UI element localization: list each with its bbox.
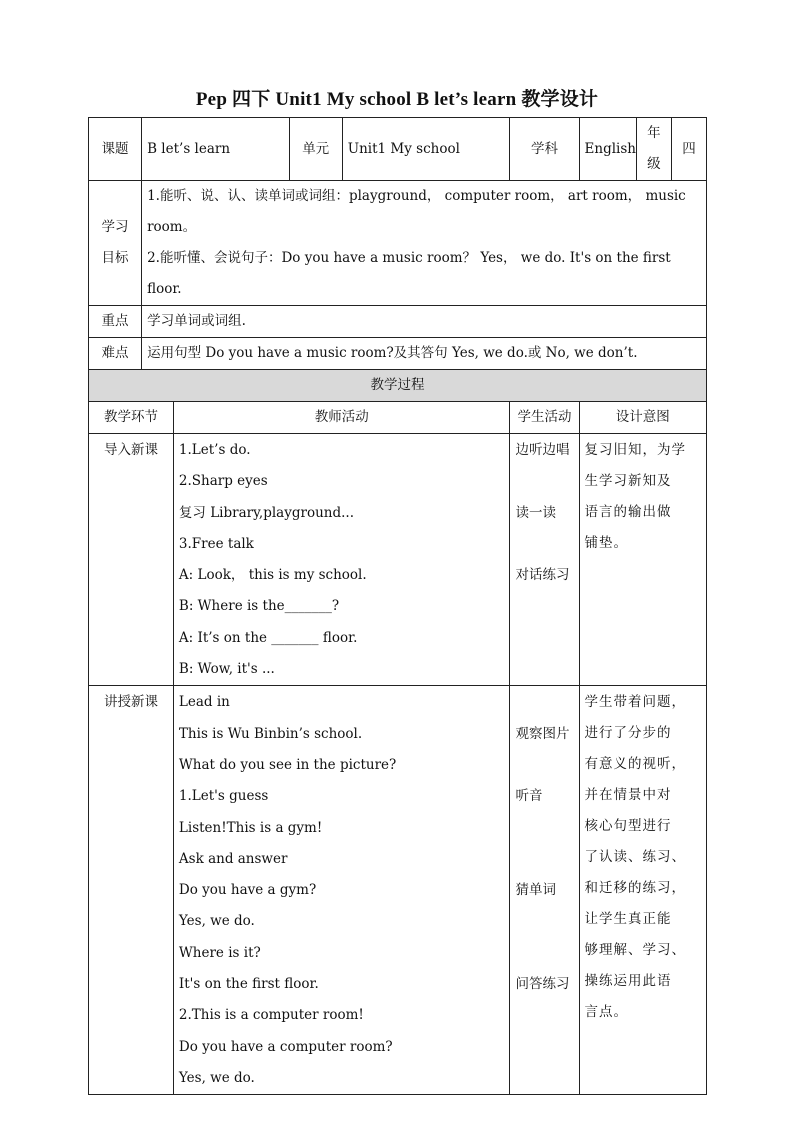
teacher-line: Yes, we do. [178,1069,255,1086]
goals-content [142,181,707,306]
teacher-line: B: Where is the_______? [178,598,340,615]
stage-cell: 讲授新课 [89,686,174,1095]
topic-value: B let’s learn [142,118,290,181]
intent-line: 和迁移的练习， [584,880,687,897]
teacher-line: Where is it? [178,944,261,961]
intent-line: 操练运用此语 [584,973,672,990]
difficulty-label: 难点 [89,338,142,370]
topic-label: 课题 [89,118,142,181]
teacher-line: Ask and answer [178,850,288,867]
teacher-line: 2.Sharp eyes [178,473,268,490]
intent-line: 学生带着问题， [584,694,687,711]
col-student-header: 学生活动 [510,402,579,434]
goals-line: 2.能听懂、会说句子：Do you have a music room？ Yes， we do. It's on the first [147,250,671,266]
goals-label-line1: 学习 [101,219,129,235]
student-line [515,529,573,560]
col-teacher-header: 教师活动 [173,402,510,434]
intent-line: 铺垫。 [584,535,629,551]
student-line [515,813,573,844]
teacher-activity-cell [173,434,510,686]
goals-label [89,181,142,306]
grade-value: 四 [671,118,706,181]
goals-label-line2: 目标 [101,250,129,266]
col-intent-header: 设计意图 [579,402,706,434]
teacher-line: Yes, we do. [178,913,255,930]
intent-line: 言点。 [584,1004,629,1021]
subject-value: English [579,118,636,181]
teacher-line: Lead in [178,694,230,711]
teacher-line: 1.Let’s do. [178,442,251,458]
unit-value: Unit1 My school [342,118,510,181]
goals-line: 1.能听、说、认、读单词或词组：playground， computer room， art room， music [147,188,686,204]
teacher-line: A: Look， this is my school. [178,567,367,584]
student-line [515,687,573,718]
intent-line: 生学习新知及 [584,473,672,489]
student-activity-cell [510,686,579,1095]
teacher-line: Listen!This is a gym! [178,819,323,836]
intent-line: 够理解、学习、 [584,942,687,959]
student-line [515,844,573,875]
lesson-plan-table [88,117,707,1095]
intent-line: 有意义的视听， [584,756,687,773]
difficulty-value: 运用句型 Do you have a music room?及其答句 Yes, we do.或 No, we don’t. [142,338,707,370]
design-intent-cell [579,434,706,686]
col-stage-header: 教学环节 [89,402,174,434]
teacher-line: 复习 Library,playground... [178,504,354,521]
design-intent-cell [579,686,706,1095]
unit-label: 单元 [289,118,342,181]
teacher-line: B: Wow, it's ... [178,661,275,678]
teacher-line: 1.Let's guess [178,788,269,805]
key-point-value: 学习单词或词组. [142,306,707,338]
stage-cell: 导入新课 [89,434,174,686]
student-line: 观察图片 [515,725,570,742]
student-line: 对话练习 [515,567,570,584]
teacher-line: Do you have a gym? [178,882,317,899]
student-activity-cell [510,434,579,686]
subject-label: 学科 [510,118,579,181]
student-line [515,466,573,497]
intent-line: 并在情景中对 [584,787,672,804]
teacher-line: Do you have a computer room? [178,1038,393,1055]
student-line: 边听边唱 [515,442,570,458]
student-line [515,750,573,781]
intent-line: 复习旧知，为学 [584,442,687,458]
teacher-line: 2.This is a computer room! [178,1007,364,1024]
teacher-line: A: It’s on the _______ floor. [178,629,358,646]
student-line: 听音 [515,788,543,805]
intent-line: 核心句型进行 [584,818,672,835]
intent-line: 让学生真正能 [584,911,672,928]
teacher-line: 3.Free talk [178,535,254,552]
teacher-activity-cell [173,686,510,1095]
teacher-line: It's on the first floor. [178,976,319,993]
key-point-label: 重点 [89,306,142,338]
grade-label: 年级 [636,118,671,181]
student-line: 猜单词 [515,882,556,899]
process-header: 教学过程 [89,370,707,402]
intent-line: 语言的输出做 [584,504,672,520]
teacher-line: This is Wu Binbin’s school. [178,725,363,742]
intent-line: 了认读、练习、 [584,849,687,866]
intent-line: 进行了分步的 [584,725,672,742]
student-line: 读一读 [515,504,556,521]
student-line [515,938,573,969]
document-title: Pep 四下 Unit1 My school B let’s learn 教学设计 [195,89,599,110]
student-line: 问答练习 [515,976,570,993]
goals-line: floor. [147,281,182,297]
goals-line: room。 [147,219,197,235]
student-line [515,906,573,937]
teacher-line: What do you see in the picture? [178,756,397,773]
